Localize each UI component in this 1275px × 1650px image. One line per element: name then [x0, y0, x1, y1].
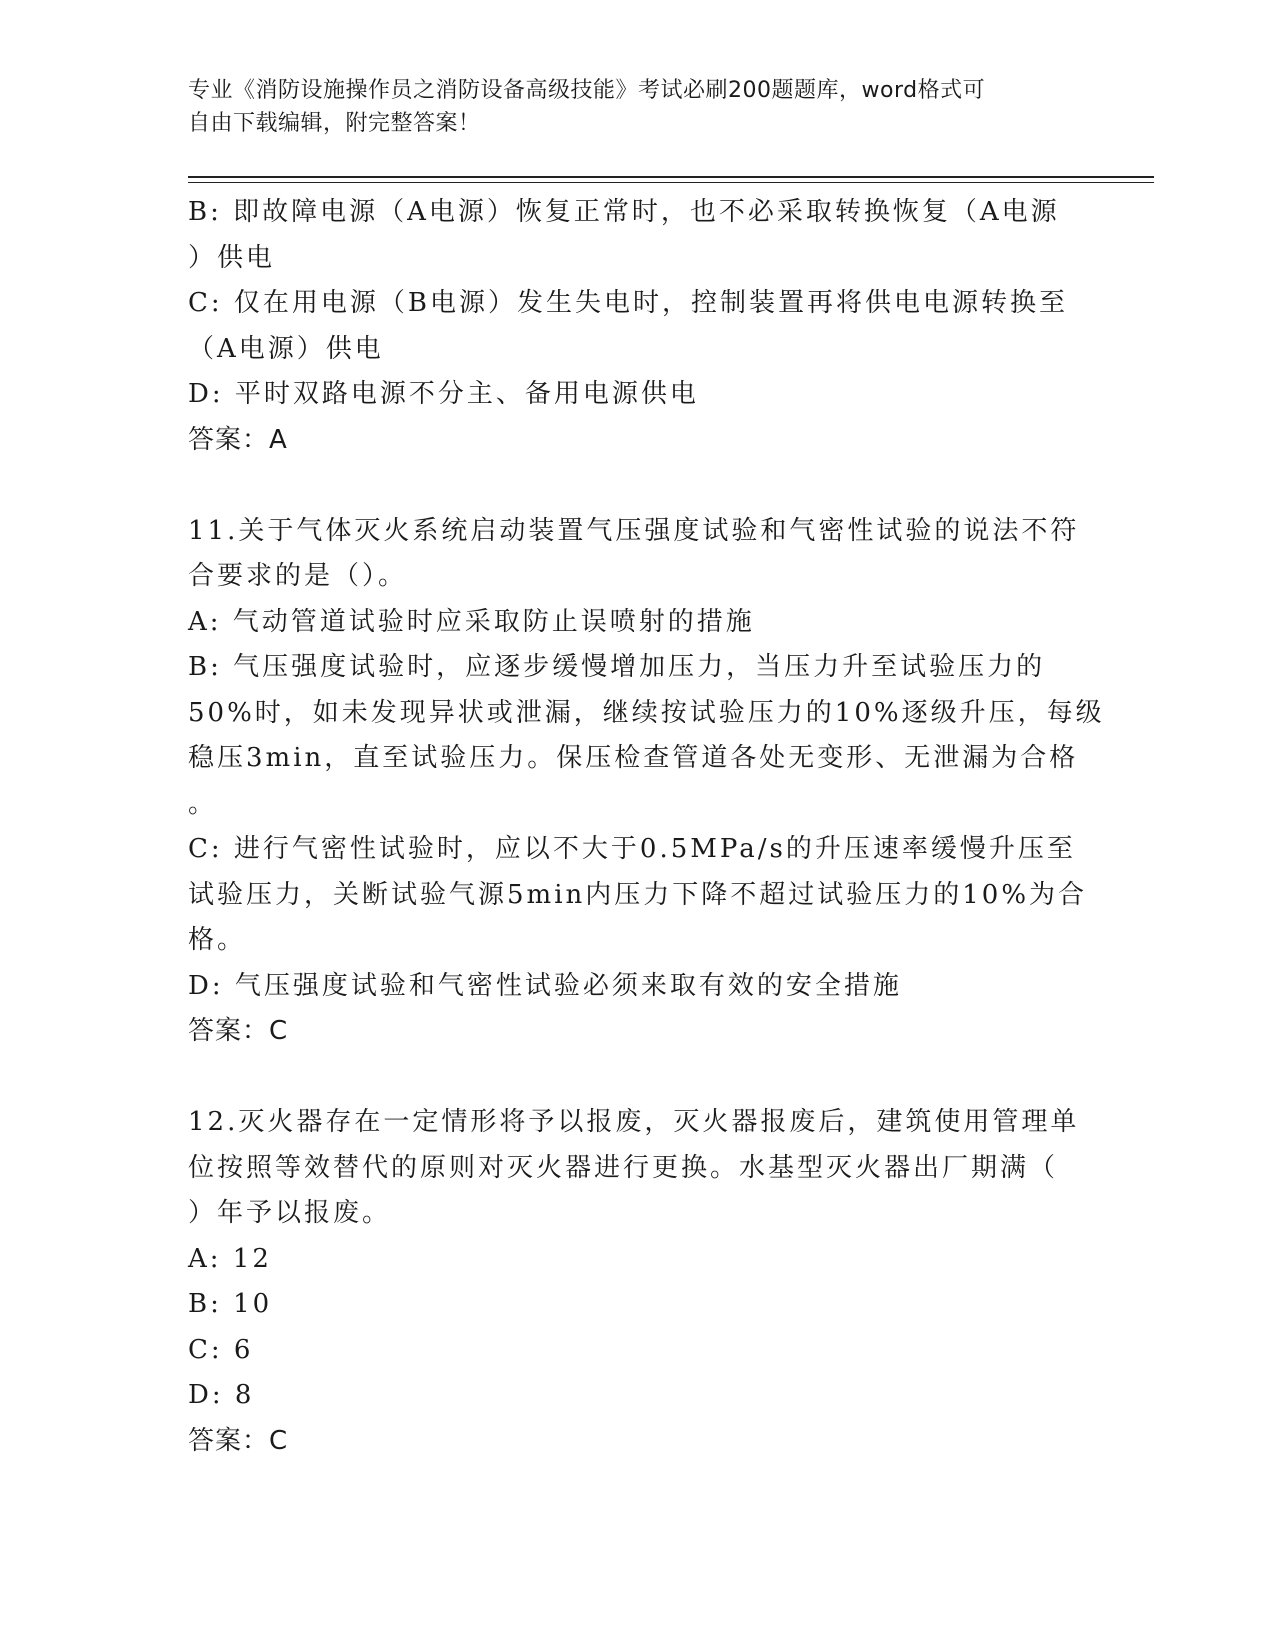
q11-option-b-line-4: 。 — [188, 788, 218, 819]
q12-stem-line-2: 位按照等效替代的原则对灭火器进行更换。水基型灭火器出厂期满（ — [188, 1152, 1059, 1183]
q11-option-c-line-3: 格。 — [188, 925, 247, 955]
q11-option-d: D: 气压强度试验和气密性试验必须来取有效的安全措施 — [188, 970, 902, 1001]
q10-option-b-line-1: B: 即故障电源（A电源）恢复正常时，也不必采取转换恢复（A电源 — [188, 197, 1060, 227]
spacer — [188, 1055, 1088, 1101]
q10-option-c-line-2: （A电源）供电 — [188, 333, 384, 364]
q11-option-a: A: 气动管道试验时应采取防止误喷射的措施 — [188, 606, 755, 637]
question-11 — [188, 509, 1105, 1055]
q11-answer: 答案：C — [188, 1016, 289, 1046]
q11-stem-line-2: 合要求的是（）。 — [188, 561, 408, 591]
header-line-2: 自由下载编辑，附完整答案！ — [188, 111, 481, 136]
header-line-1: 专业《消防设施操作员之消防设备高级技能》考试必刷200题题库，word格式可 — [188, 78, 986, 103]
q11-option-c-line-1: C: 进行气密性试验时，应以不大于0.5MPa/s的升压速率缓慢升压至 — [188, 834, 1076, 864]
q11-option-c-line-2: 试验压力，关断试验气源5min内压力下降不超过试验压力的10%为合 — [188, 879, 1088, 910]
q12-answer: 答案：C — [188, 1425, 289, 1456]
q10-option-c-line-1: C: 仅在用电源（B电源）发生失电时，控制装置再将供电电源转换至 — [188, 288, 1069, 318]
q12-option-d: D: 8 — [188, 1380, 255, 1410]
header-rule-thin — [188, 182, 1154, 183]
q11-option-b-line-1: B: 气压强度试验时，应逐步缓慢增加压力，当压力升至试验压力的 — [188, 652, 1046, 682]
header-rule-thick — [188, 176, 1154, 178]
q11-stem-line-1: 11.关于气体灭火系统启动装置气压强度试验和气密性试验的说法不符 — [188, 515, 1080, 546]
q10-answer: 答案：A — [188, 424, 288, 455]
document-body — [188, 190, 1105, 1464]
page-header — [188, 74, 1088, 140]
q12-stem-line-1: 12.灭火器存在一定情形将予以报废，灭火器报废后，建筑使用管理单 — [188, 1107, 1080, 1137]
question-10-continued — [188, 190, 1088, 463]
q10-option-b-line-2: ）供电 — [188, 242, 276, 273]
q12-option-c: C: 6 — [188, 1334, 254, 1365]
q12-option-a: A: 12 — [188, 1243, 272, 1274]
q12-stem-line-3: ）年予以报废。 — [188, 1198, 392, 1228]
q12-option-b: B: 10 — [188, 1289, 273, 1319]
q11-option-b-line-2: 50%时，如未发现异状或泄漏，继续按试验压力的10%逐级升压，每级 — [188, 697, 1105, 728]
spacer — [188, 463, 1088, 509]
question-12 — [188, 1100, 1088, 1464]
q11-option-b-line-3: 稳压3min，直至试验压力。保压检查管道各处无变形、无泄漏为合格 — [188, 743, 1079, 773]
q10-option-d: D: 平时双路电源不分主、备用电源供电 — [188, 379, 699, 409]
